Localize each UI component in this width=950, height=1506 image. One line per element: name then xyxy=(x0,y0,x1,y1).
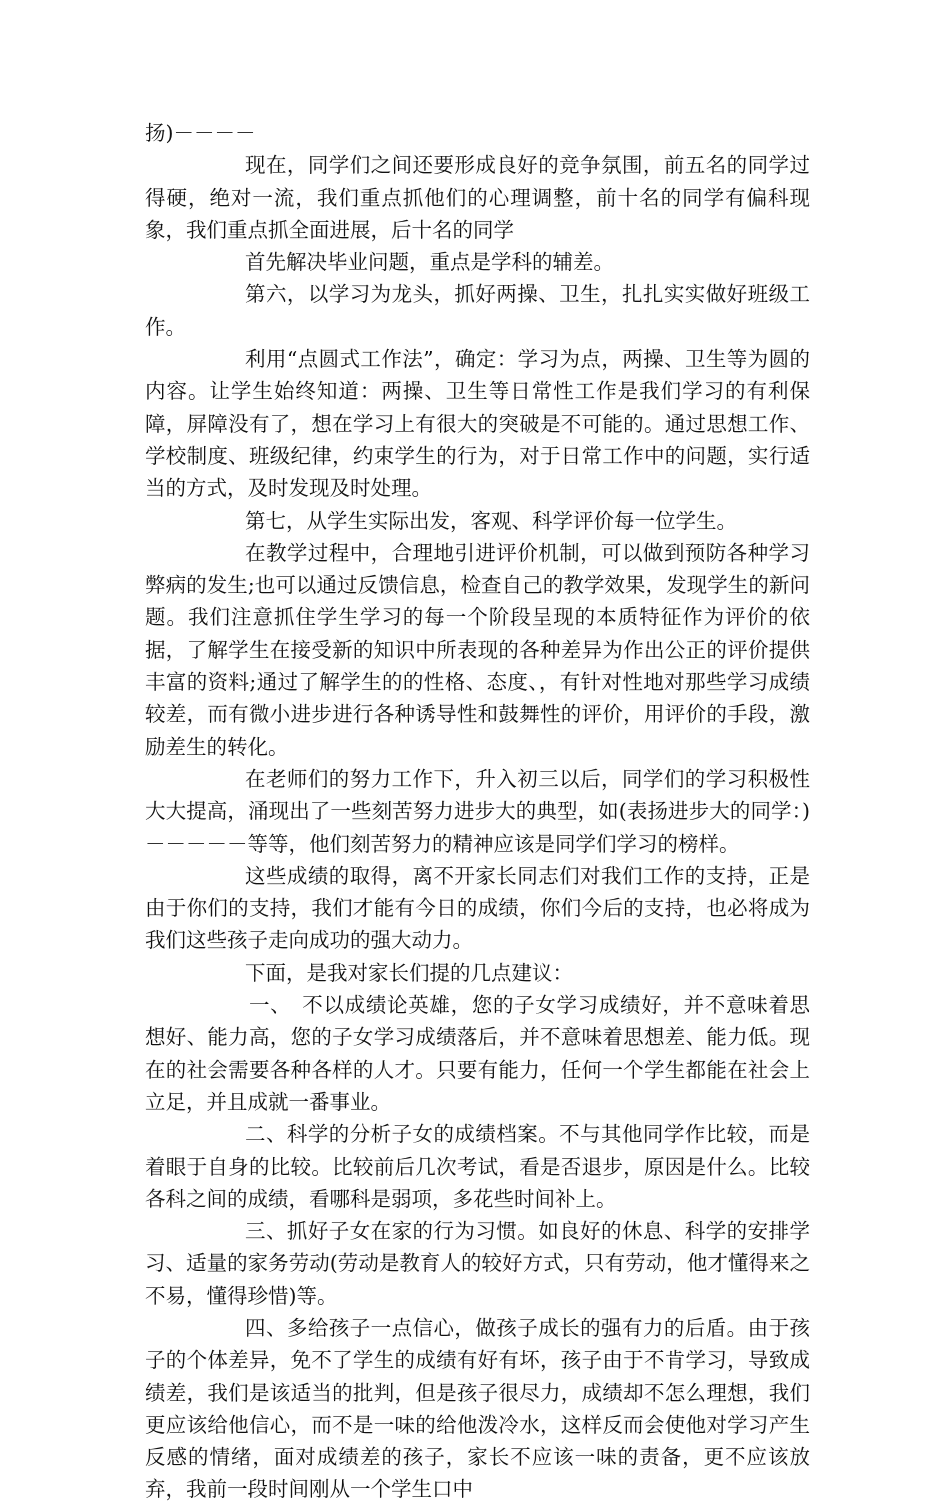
document-page xyxy=(145,117,810,1506)
paragraph-point-circle-method: 利用“点圆式工作法”，确定：学习为点，两操、卫生等为圆的内容。让学生始终知道：两操、卫生等日常性工作是我们学习的有利保障，屏障没有了，想在学习上有很大的突破是不可能的。通过思想工作、学校制度、班级纪律，约束学生的行为，对于日常工作中的问题，实行适当的方式，及时发现及时处理。 xyxy=(145,347,810,501)
paragraph-point-seven: 第七，从学生实际出发，客观、科学评价每一位学生。 xyxy=(245,508,737,533)
paragraph-competition: 现在，同学们之间还要形成良好的竞争氛围，前五名的同学过得硬，绝对一流，我们重点抓他们的心理调整，前十名的同学有偏科现象，我们重点抓全面进展，后十名的同学 xyxy=(145,153,810,242)
paragraph-point-six: 第六，以学习为龙头，抓好两操、卫生，扎扎实实做好班级工作。 xyxy=(145,282,810,339)
paragraph-progress: 在老师们的努力工作下，升入初三以后，同学们的学习积极性大大提高，涌现出了一些刻苦努力进步大的典型，如(表扬进步大的同学：)－－－－－等等，他们刻苦努力的精神应该是同学们学习的榜样。 xyxy=(145,766,810,856)
paragraph-continuation: 扬)－－－－ xyxy=(145,121,256,145)
paragraph-suggestion-two: 二、科学的分析子女的成绩档案。不与其他同学作比较，而是着眼于自身的比较。比较前后几次考试，看是否退步，原因是什么。比较各科之间的成绩，看哪科是弱项，多花些时间补上。 xyxy=(145,1122,810,1211)
paragraph-evaluation: 在教学过程中，合理地引进评价机制，可以做到预防各种学习弊病的发生;也可以通过反馈信息，检查自己的教学效果，发现学生的新问题。我们注意抓住学生学习的每一个阶段呈现的本质特征作为评价的依据，了解学生在接受新的知识中所表现的各种差异为作出公正的评价提供丰富的资料;通过了解学生的的性格、态度、，有针对性地对那些学习成绩较差，而有微小进步进行各种诱导性和鼓舞性的评价，用评价的手段，激励差生的转化。 xyxy=(145,540,810,759)
paragraph-suggestion-three: 三、抓好子女在家的行为习惯。如良好的休息、科学的安排学习、适量的家务劳动(劳动是教育人的较好方式，只有劳动，他才懂得来之不易，懂得珍惜)等。 xyxy=(145,1219,810,1308)
paragraph-graduation: 首先解决毕业问题，重点是学科的辅差。 xyxy=(245,250,614,275)
paragraph-suggestions-intro: 下面，是我对家长们提的几点建议： xyxy=(245,960,573,985)
paragraph-parent-support: 这些成绩的取得，离不开家长同志们对我们工作的支持，正是由于你们的支持，我们才能有今日的成绩，你们今后的支持，也必将成为我们这些孩子走向成功的强大动力。 xyxy=(145,863,810,953)
paragraph-suggestion-one: 一、 不以成绩论英雄，您的子女学习成绩好，并不意味着思想好、能力高，您的子女学习成绩落后，并不意味着思想差、能力低。现在的社会需要各种各样的人才。只要有能力，任何一个学生都能在社会上立足，并且成就一番事业。 xyxy=(145,993,810,1114)
paragraph-suggestion-four: 四、多给孩子一点信心，做孩子成长的强有力的后盾。由于孩子的个体差异，免不了学生的成绩有好有坏，孩子由于不肯学习，导致成绩差，我们是该适当的批判，但是孩子很尽力，成绩却不怎么理想，我们更应该给他信心，而不是一味的给他泼冷水，这样反而会使他对学习产生反感的情绪，面对成绩差的孩子，家长不应该一味的责备，更不应该放弃，我前一段时间刚从一个学生口中 xyxy=(145,1315,810,1502)
